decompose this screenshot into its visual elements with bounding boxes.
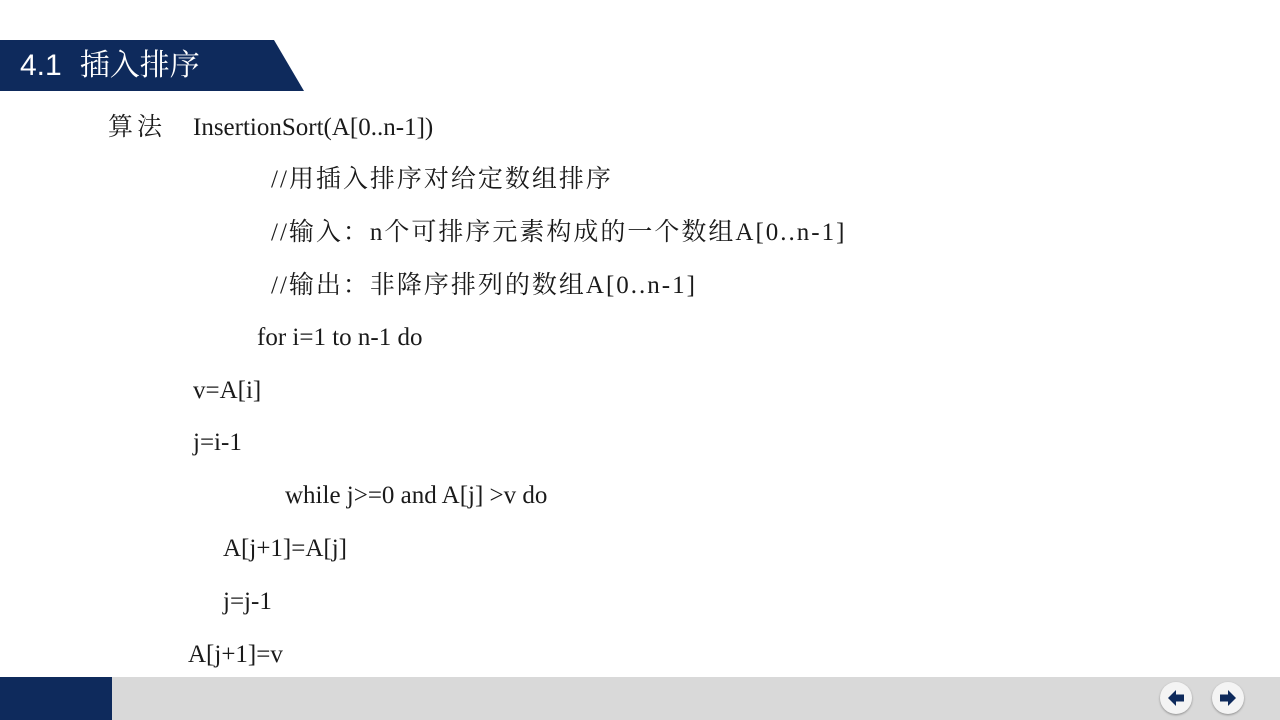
code-line: A[j+1]=A[j]	[223, 535, 347, 562]
code-line: while j>=0 and A[j] >v do	[285, 482, 548, 509]
algorithm-keyword: 算法	[108, 114, 167, 141]
arrow-left-icon	[1166, 688, 1186, 708]
footer-accent-block	[0, 677, 112, 720]
arrow-right-icon	[1218, 688, 1238, 708]
comment-line: //输入：n个可排序元素构成的一个数组A[0..n-1]	[271, 219, 847, 246]
previous-slide-button[interactable]	[1160, 682, 1192, 714]
code-line: A[j+1]=v	[188, 641, 283, 668]
comment-line: //输出：非降序排列的数组A[0..n-1]	[271, 272, 697, 299]
section-title: 插入排序	[79, 49, 200, 82]
comment-line: //用插入排序对给定数组排序	[271, 166, 613, 193]
code-line: v=A[i]	[193, 377, 262, 404]
footer-bar	[0, 677, 1280, 720]
code-line: j=i-1	[193, 429, 242, 456]
section-number: 4.1	[20, 49, 62, 82]
algorithm-signature: InsertionSort(A[0..n-1])	[193, 114, 434, 141]
page-title	[20, 40, 200, 91]
code-line: j=j-1	[223, 588, 272, 615]
code-line: for i=1 to n-1 do	[257, 324, 423, 351]
next-slide-button[interactable]	[1212, 682, 1244, 714]
